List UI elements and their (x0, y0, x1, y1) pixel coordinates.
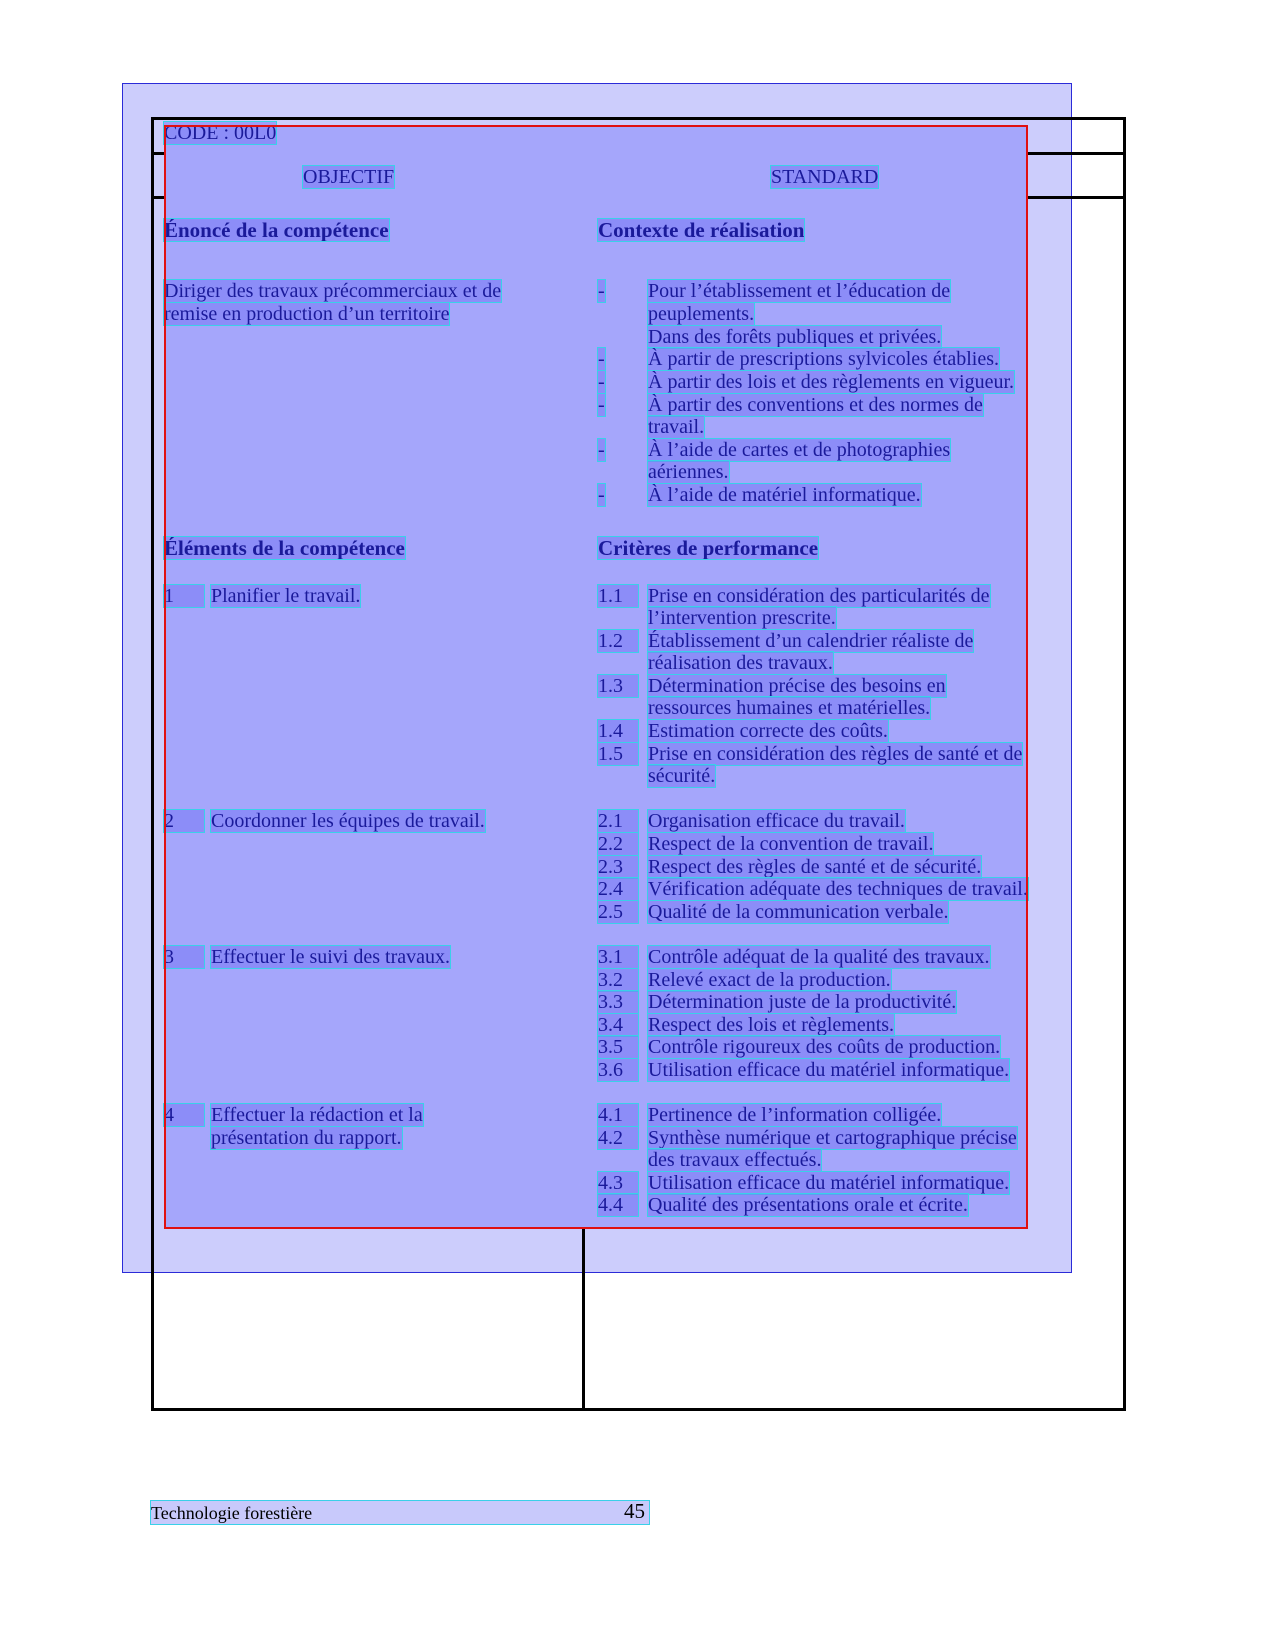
critere-number: 3.6 (598, 1059, 638, 1081)
critere-text: Respect des règles de santé et de sécurité. (648, 856, 982, 878)
contexte-text: Dans des forêts publiques et privées. (648, 326, 942, 348)
critere-number: 2.3 (598, 856, 638, 878)
critere-text: Qualité des présentations orale et écrite. (648, 1194, 968, 1216)
contexte-text: À l’aide de matériel informatique. (648, 484, 921, 506)
contexte-bullet: - (598, 371, 605, 393)
critere-text: Relevé exact de la production. (648, 969, 891, 991)
critere-text: Prise en considération des règles de santé et de (648, 743, 1023, 765)
contexte-bullet: - (598, 439, 605, 461)
contexte-text: travail. (648, 416, 705, 438)
critere-text: Respect des lois et règlements. (648, 1014, 895, 1036)
contexte-text: À partir de prescriptions sylvicoles établies. (648, 348, 1000, 370)
critere-text: Pertinence de l’information colligée. (648, 1104, 942, 1126)
selection-box (164, 125, 1028, 1229)
contexte-bullet: - (598, 484, 605, 506)
critere-text: sécurité. (648, 765, 716, 787)
critere-text: Utilisation efficace du matériel informatique. (648, 1172, 1010, 1194)
critere-text: Détermination précise des besoins en (648, 675, 946, 697)
element-text: présentation du rapport. (211, 1127, 402, 1149)
critere-text: ressources humaines et matérielles. (648, 697, 931, 719)
standard-header: STANDARD (771, 166, 879, 188)
critere-number: 2.1 (598, 810, 638, 832)
code-label: CODE : 00L0 (164, 122, 277, 144)
element-text: Planifier le travail. (211, 585, 361, 607)
contexte-text: À l’aide de cartes et de photographies (648, 439, 951, 461)
critere-text: Établissement d’un calendrier réaliste de (648, 630, 974, 652)
element-number: 2 (164, 810, 204, 832)
critere-number: 3.1 (598, 946, 638, 968)
objectif-header: OBJECTIF (303, 166, 395, 188)
contexte-bullet: - (598, 348, 605, 370)
element-number: 4 (164, 1104, 204, 1126)
critere-number: 2.5 (598, 901, 638, 923)
critere-number: 4.2 (598, 1127, 638, 1149)
criteres-title: Critères de performance (598, 536, 819, 560)
contexte-text: aériennes. (648, 461, 729, 483)
element-text: Effectuer le suivi des travaux. (211, 946, 450, 968)
critere-number: 3.2 (598, 969, 638, 991)
contexte-text: peuplements. (648, 303, 755, 325)
enonce-line: Diriger des travaux précommerciaux et de (164, 280, 502, 302)
element-text: Effectuer la rédaction et la (211, 1104, 423, 1126)
critere-text: l’intervention prescrite. (648, 607, 836, 629)
contexte-bullet: - (598, 394, 605, 416)
critere-text: des travaux effectués. (648, 1149, 822, 1171)
element-number: 3 (164, 946, 204, 968)
critere-number: 1.3 (598, 675, 638, 697)
critere-number: 3.4 (598, 1014, 638, 1036)
critere-text: Prise en considération des particularités de (648, 585, 990, 607)
critere-number: 1.5 (598, 743, 638, 765)
contexte-text: À partir des conventions et des normes de (648, 394, 983, 416)
critere-text: Contrôle rigoureux des coûts de production. (648, 1036, 1001, 1058)
page-number: 45 (624, 1499, 645, 1523)
elements-title: Éléments de la compétence (164, 536, 405, 560)
critere-number: 1.4 (598, 720, 638, 742)
critere-text: Utilisation efficace du matériel informatique. (648, 1059, 1010, 1081)
enonce-line: remise en production d’un territoire (164, 303, 450, 325)
contexte-bullet: - (598, 280, 605, 302)
contexte-text: Pour l’établissement et l’éducation de (648, 280, 951, 302)
critere-number: 1.2 (598, 630, 638, 652)
critere-number: 2.2 (598, 833, 638, 855)
critere-text: Estimation correcte des coûts. (648, 720, 888, 742)
critere-text: Qualité de la communication verbale. (648, 901, 949, 923)
critere-number: 4.1 (598, 1104, 638, 1126)
critere-number: 4.4 (598, 1194, 638, 1216)
footer-title: Technologie forestière (151, 1503, 313, 1523)
critere-number: 3.5 (598, 1036, 638, 1058)
critere-number: 2.4 (598, 878, 638, 900)
critere-text: Détermination juste de la productivité. (648, 991, 957, 1013)
critere-text: Respect de la convention de travail. (648, 833, 934, 855)
contexte-text: À partir des lois et des règlements en vigueur. (648, 371, 1015, 393)
critere-text: Vérification adéquate des techniques de travail. (648, 878, 1028, 900)
critere-number: 1.1 (598, 585, 638, 607)
contexte-title: Contexte de réalisation (598, 218, 805, 242)
critere-text: Contrôle adéquat de la qualité des travaux. (648, 946, 990, 968)
critere-text: réalisation des travaux. (648, 652, 833, 674)
enonce-title: Énoncé de la compétence (164, 218, 389, 242)
critere-text: Organisation efficace du travail. (648, 810, 905, 832)
critere-text: Synthèse numérique et cartographique précise (648, 1127, 1017, 1149)
element-number: 1 (164, 585, 204, 607)
element-text: Coordonner les équipes de travail. (211, 810, 485, 832)
critere-number: 3.3 (598, 991, 638, 1013)
critere-number: 4.3 (598, 1172, 638, 1194)
